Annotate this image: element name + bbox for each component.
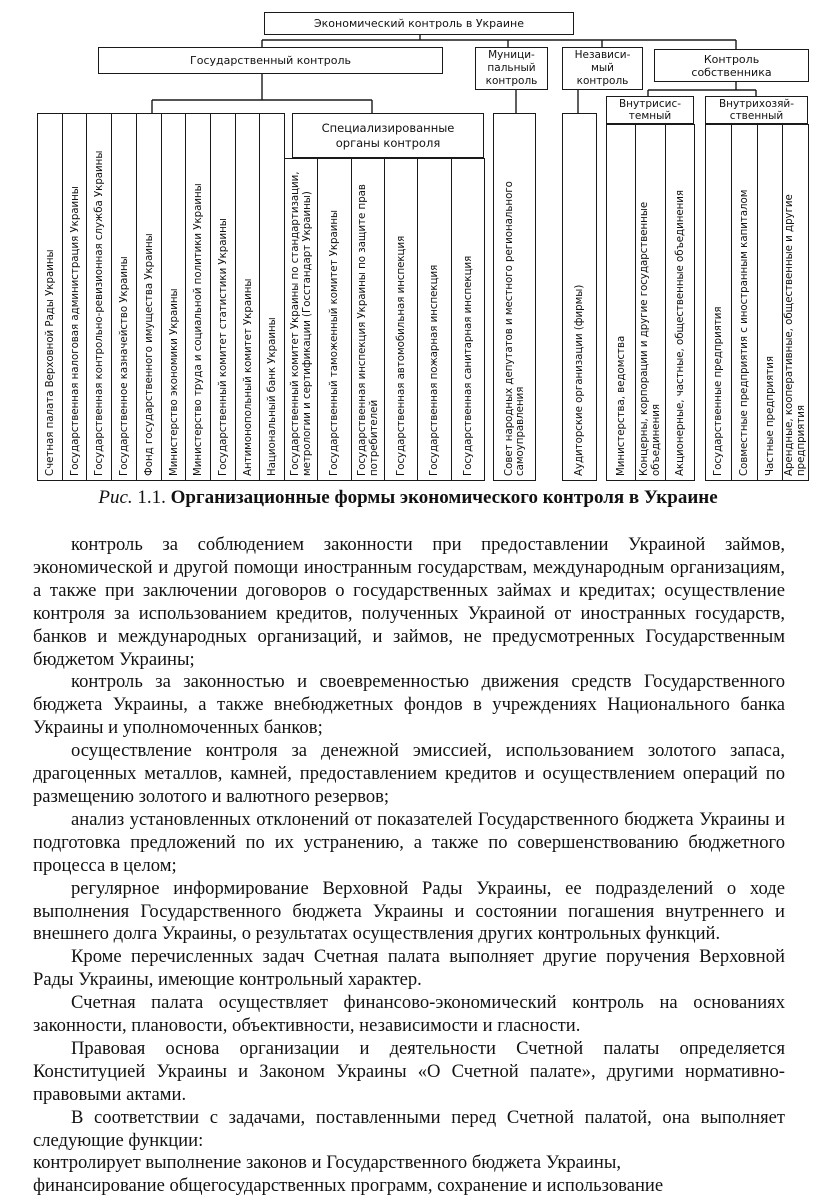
specialized-body-column (317, 158, 352, 481)
column-label: Счетная палата Верховной Рады Украины (44, 249, 56, 476)
specialized-body-column (451, 158, 486, 481)
column-label: Государственная санитарная инспекция (462, 255, 474, 476)
independent-body-column (562, 113, 597, 481)
column-label: Арендные, кооперативные, общественные и другие предприятия (784, 194, 808, 476)
paragraph: анализ установленных отклонений от показателей Государственного бюджета Украины и подготовка предложений по их устранению, а также по совершенствованию бюджетного процесса в целом; (33, 808, 785, 876)
state-body-column (161, 113, 187, 481)
specialized-body-column (284, 158, 319, 481)
internal-economic-column (757, 124, 784, 481)
column-label: Государственное казначейство Украины (118, 256, 130, 476)
body-text (33, 534, 785, 1198)
state-body-column (235, 113, 261, 481)
municipal-control-box: Муници- пальный контроль (475, 47, 548, 90)
column-label: Фонд государственного имущества Украины (143, 233, 155, 476)
internal-system-column (635, 124, 666, 481)
state-body-column (185, 113, 211, 481)
specialized-body-column (351, 158, 386, 481)
state-body-column (136, 113, 162, 481)
paragraph: Кроме перечисленных задач Счетная палата выполняет другие поручения Верховной Рады Украины, имеющие контрольный характер. (33, 946, 785, 991)
column-label: Государственный таможенный комитет Украины (329, 209, 341, 476)
caption-title: Организационные формы экономического контроля в Украине (170, 487, 718, 508)
column-label: Государственная контрольно-ревизионная служба Украины (93, 150, 105, 476)
paragraph: В соответствии с задачами, поставленными перед Счетной палатой, она выполняет следующие функции: (33, 1106, 785, 1151)
specialized-body-column (384, 158, 419, 481)
paragraph: контроль за законностью и своевременностью движения средств Государственного бюджета Украины, а также внебюджетных фондов в учреждениях Национального банка Украины и уполномоченных банков; (33, 671, 785, 739)
column-label: Министерство труда и социальной политики Украины (192, 183, 204, 476)
caption-prefix: Рис. (98, 487, 133, 508)
figure-caption (0, 487, 816, 509)
column-label: Совет народных депутатов и местного регионального самоуправления (503, 181, 526, 476)
municipal-body-column (493, 113, 536, 481)
state-body-column (111, 113, 137, 481)
paragraph: Счетная палата осуществляет финансово-экономический контроль на основаниях законности, плановости, объективности, независимости и гласности. (33, 992, 785, 1037)
internal-economic-column (731, 124, 758, 481)
caption-number: 1.1. (132, 487, 171, 508)
text-line: финансирование общегосударственных программ, сохранение и использование (33, 1175, 664, 1197)
column-label: Государственные предприятия (713, 306, 725, 476)
column-label: Частные предприятия (764, 356, 776, 476)
column-label: Национальный банк Украины (266, 317, 278, 476)
column-label: Аудиторские организации (фирмы) (574, 284, 586, 476)
internal-system-column (606, 124, 637, 481)
diagram-title: Экономический контроль в Украине (264, 12, 574, 35)
specialized-bodies-box: Специализированные органы контроля (292, 113, 484, 158)
column-label: Государственная инспекция Украины по защите прав потребителей (356, 184, 380, 476)
internal-system-column (665, 124, 696, 481)
internal-system-box: Внутрисис- темный (606, 96, 694, 124)
internal-economic-column (782, 124, 809, 481)
text-line: контролирует выполнение законов и Государственного бюджета Украины, (33, 1152, 621, 1174)
state-body-column (86, 113, 112, 481)
state-body-column (37, 113, 63, 481)
state-control-box: Государственный контроль (98, 47, 443, 74)
column-label: Государственный комитет статистики Украины (217, 218, 229, 476)
paragraph: осуществление контроля за денежной эмиссией, использованием золотого запаса, драгоценных металлов, камней, предоставлением кредитов и осуществлением операций по размещению золотого и валютного резервов; (33, 740, 785, 807)
state-body-column (210, 113, 236, 481)
column-label: Концерны, корпорации и другие государственные объединения (639, 201, 662, 476)
column-label: Совместные предприятия с иностранным капиталом (738, 189, 750, 476)
column-label: Акционерные, частные, общественные объединения (674, 189, 686, 476)
column-label: Министерство экономики Украины (168, 288, 180, 476)
state-body-column (62, 113, 88, 481)
column-label: Министерства, ведомства (615, 335, 627, 476)
state-body-column (259, 113, 285, 481)
column-label: Государственная пожарная инспекция (429, 264, 441, 476)
paragraph: регулярное информирование Верховной Рады Украины, ее подразделений о ходе выполнения Государственного бюджета Украины и состоянии погашения внутреннего и внешнего долга Украины, о результатах осуществления других контрольных функций. (33, 877, 785, 945)
internal-economic-column (705, 124, 732, 481)
independent-control-box: Независи- мый контроль (562, 47, 643, 90)
column-label: Государственная автомобильная инспекция (395, 235, 407, 476)
paragraph: контроль за соблюдением законности при предоставлении Украиной займов, экономической и другой помощи иностранным государствам, международным организациям, а также при заключении договоров о государственных займах и кредитах; осуществление контроля за использованием кредитов, полученных Украиной от иностранных государств, банков и международных организаций, и займов, не предусмотренных Государственным бюджетом Украины; (33, 534, 785, 670)
column-label: Антимонопольный комитет Украины (242, 278, 254, 476)
specialized-body-column (417, 158, 452, 481)
paragraph: Правовая основа организации и деятельности Счетной палаты определяется Конституцией Украины и Законом Украины «О Счетной палате», другими нормативно-правовыми актами. (33, 1037, 785, 1105)
owner-control-box: Контроль собственника (654, 49, 809, 82)
column-label: Государственный комитет Украины по стандартизации, метрологии и сертификации (Госстандарт Украины) (290, 171, 313, 476)
control-forms-diagram (0, 0, 816, 486)
internal-economic-box: Внутрихозяй- ственный (705, 96, 808, 124)
column-label: Государственная налоговая администрация Украины (69, 186, 81, 476)
